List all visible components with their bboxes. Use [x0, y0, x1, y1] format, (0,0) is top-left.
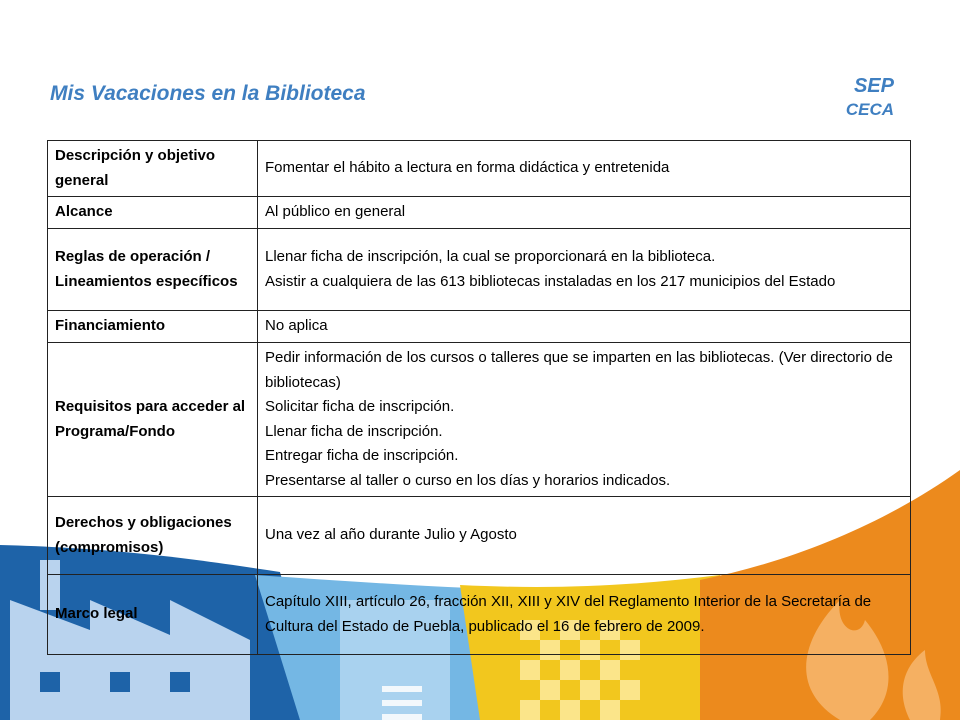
row-label: Descripción y objetivo general	[48, 141, 258, 197]
row-label: Alcance	[48, 197, 258, 229]
row-value	[258, 497, 911, 575]
value-line: Llenar ficha de inscripción.	[265, 422, 443, 440]
row-value	[258, 311, 911, 343]
row-label: Derechos y obligaciones (compromisos)	[48, 497, 258, 575]
value-line: Al público en general	[265, 203, 406, 221]
table-row	[48, 197, 911, 229]
page-title: Mis Vacaciones en la Biblioteca	[50, 82, 366, 105]
row-value	[258, 141, 911, 197]
value-line: Solicitar ficha de inscripción.	[265, 398, 455, 415]
row-label: Reglas de operación / Lineamientos específicos	[48, 229, 258, 311]
row-value	[258, 197, 911, 229]
row-value	[258, 343, 911, 497]
program-info-table	[47, 140, 911, 655]
brand-ceca: CECA	[845, 100, 894, 119]
row-value	[258, 575, 911, 655]
table-row	[48, 229, 911, 311]
table-row	[48, 311, 911, 343]
brand-logo-text	[846, 74, 894, 120]
row-label: Marco legal	[48, 575, 258, 655]
value-line: Entregar ficha de inscripción.	[265, 447, 459, 464]
row-label: Requisitos para acceder al Programa/Fondo	[48, 343, 258, 497]
brand-sep: SEP	[853, 75, 894, 97]
table-row	[48, 343, 911, 497]
row-value	[258, 229, 911, 311]
table-row	[48, 497, 911, 575]
value-line: Capítulo XIII, artículo 26, fracción XII, XIII y XIV del Reglamento Interior de la Secretaría de Cultura del Estado de Puebla, publicado el 16 de febrero de 2009.	[265, 593, 872, 635]
table-row	[48, 575, 911, 655]
value-line: Pedir información de los cursos o talleres que se imparten en las bibliotecas. (Ver directorio de bibliotecas)	[265, 349, 893, 391]
value-line: Una vez al año durante Julio y Agosto	[265, 526, 517, 544]
value-line: No aplica	[265, 317, 328, 335]
value-line: Llenar ficha de inscripción, la cual se proporcionará en la biblioteca.	[265, 248, 716, 265]
value-line: Asistir a cualquiera de las 613 bibliotecas instaladas en los 217 municipios del Estado	[265, 272, 836, 290]
table-row	[48, 141, 911, 197]
value-line: Presentarse al taller o curso en los días y horarios indicados.	[265, 471, 671, 489]
value-line: Fomentar el hábito a lectura en forma didáctica y entretenida	[265, 159, 670, 177]
row-label: Financiamiento	[48, 311, 258, 343]
